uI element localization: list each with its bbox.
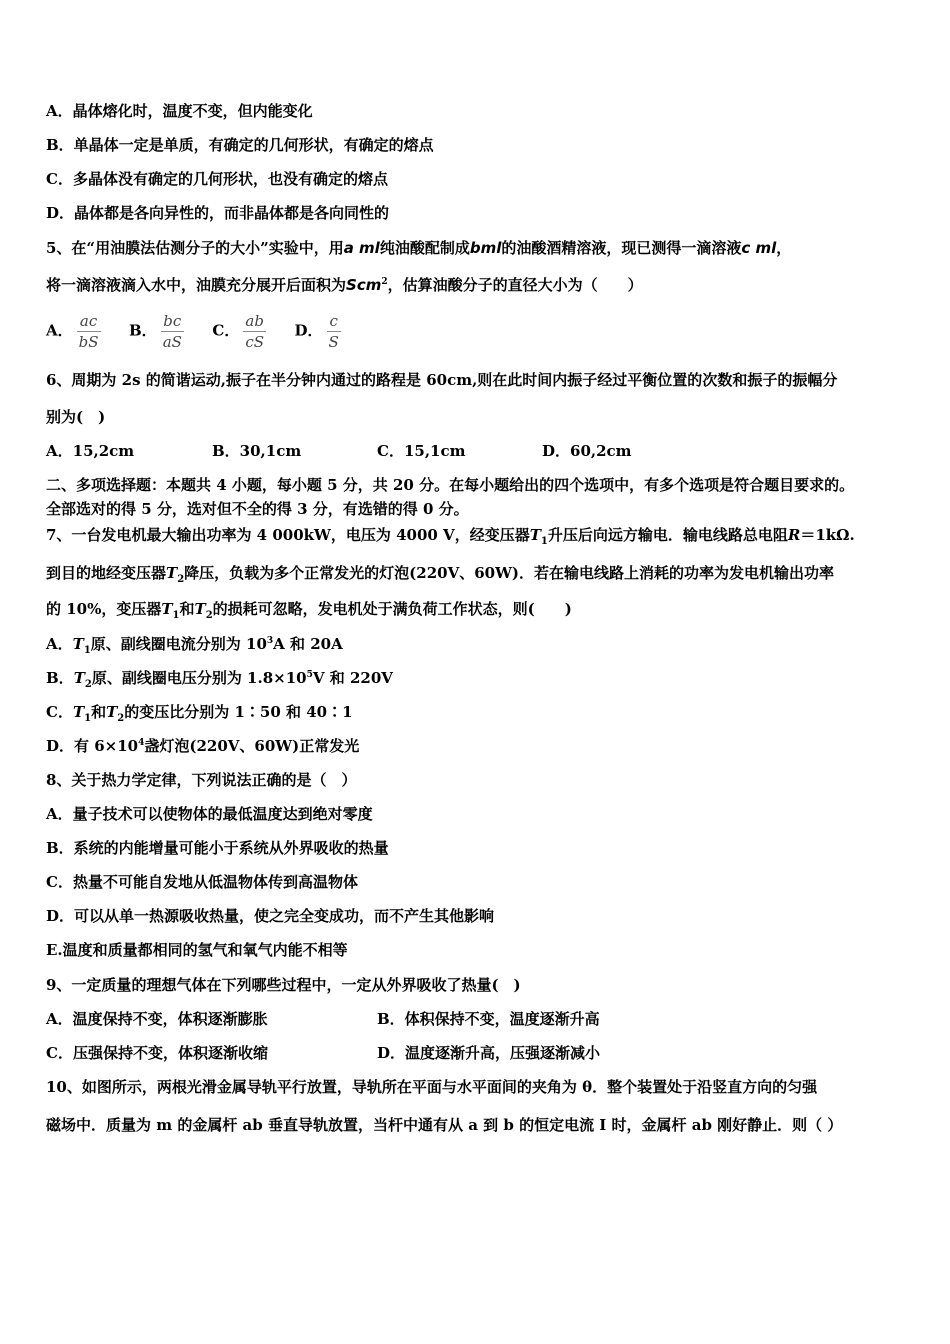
q7-text: 的 10%，变压器 [46, 600, 162, 618]
q7-option-b [46, 668, 393, 688]
sub-2: 2 [117, 713, 125, 724]
var-t: T [72, 703, 85, 721]
q9-option-b: B．体积保持不变，温度逐渐升高 [377, 1010, 600, 1028]
q5-option-a-fraction [77, 311, 101, 352]
q5-options [46, 311, 345, 352]
q5-text: 的油酸酒精溶液，现已测得一滴溶液 [501, 239, 742, 257]
q8-stem: 8、关于热力学定律，下列说法正确的是（ ） [46, 771, 357, 789]
q10-stem-line-2: 磁场中．质量为 m 的金属杆 ab 垂直导轨放置，当杆中通有从 a 到 b 的恒定电流 I 时，金属杆 ab 刚好静止．则（ ） [46, 1116, 843, 1134]
sup-exp: 4 [138, 738, 145, 748]
q7-text: 和 [91, 703, 107, 721]
q7-text: A 和 20A [273, 635, 343, 653]
sup-exp: 5 [306, 670, 313, 680]
var-t: T [161, 600, 173, 618]
q7-text: ＝1kΩ. [800, 526, 855, 544]
q9-option-a: A．温度保持不变，体积逐渐膨胀 [46, 1010, 268, 1028]
q6-stem-line-2: 别为( ) [46, 408, 106, 426]
var-t: T [194, 600, 206, 618]
frac-num: bc [161, 311, 184, 332]
sub-1: 1 [172, 610, 180, 621]
q6-option-b: B．30,1cm [212, 442, 302, 460]
q5-stem-line-2 [46, 275, 643, 295]
q5-text: 5、在“用油膜法估测分子的大小”实验中，用 [46, 239, 344, 257]
q7-text: 原、副线圈电流分别为 10 [90, 635, 267, 653]
q5-s-cm: Scm [346, 276, 382, 294]
q5-option-b-fraction [161, 311, 184, 352]
q9-option-c: C．压强保持不变，体积逐渐收缩 [46, 1044, 268, 1062]
frac-num: c [327, 311, 341, 332]
q9-option-d: D．温度逐渐升高，压强逐渐减小 [377, 1044, 601, 1062]
q7-text: 的变压比分别为 1∶50 和 40∶1 [124, 703, 353, 721]
q7-text: 原、副线圈电压分别为 1.8×10 [91, 669, 307, 687]
q5-a-ml: a ml [343, 239, 380, 257]
var-t: T [73, 669, 85, 687]
q6-option-a: A．15,2cm [46, 442, 135, 460]
frac-num: ab [243, 311, 266, 332]
q7-option-c [46, 702, 353, 722]
q7-option-label: C． [46, 703, 73, 721]
q7-option-d [46, 736, 359, 756]
q5-option-a-label: A． [46, 321, 73, 340]
q5-c-ml: c ml [741, 239, 777, 257]
q8-option-d: D．可以从单一热源吸收热量，使之完全变成功，而不产生其他影响 [46, 907, 495, 925]
q7-stem-line-3 [46, 599, 572, 619]
sub-1: 1 [84, 713, 92, 724]
q7-text: V 和 220V [312, 669, 393, 687]
frac-den: bS [78, 333, 99, 351]
q7-option-a [46, 634, 343, 654]
q7-option-label: A． [46, 635, 73, 653]
q8-option-b: B．系统的内能增量可能小于系统从外界吸收的热量 [46, 839, 389, 857]
sub-2: 2 [84, 679, 92, 690]
q4-option-d: D．晶体都是各向异性的，而非晶体都是各向同性的 [46, 204, 390, 222]
q5-option-c-fraction [243, 311, 266, 352]
q8-option-c: C．热量不可能自发地从低温物体传到高温物体 [46, 873, 358, 891]
q7-text: 降压，负载为多个正常发光的灯泡(220V、60W)．若在输电线路上消耗的功率为发电机输出功率 [184, 564, 835, 582]
frac-num: ac [77, 311, 101, 332]
q7-text: 升压后向远方输电．输电线路总电阻 [547, 526, 788, 544]
q4-option-a: A．晶体熔化时，温度不变，但内能变化 [46, 102, 313, 120]
frac-den: cS [245, 333, 265, 351]
q9-stem: 9、一定质量的理想气体在下列哪些过程中，一定从外界吸收了热量( ) [46, 976, 521, 994]
q8-option-e: E.温度和质量都相同的氢气和氧气内能不相等 [46, 941, 348, 959]
q7-text: 的损耗可忽略，发电机处于满负荷工作状态，则( ) [212, 600, 572, 618]
sub-2: 2 [177, 574, 185, 585]
sup-exp: 3 [266, 636, 274, 646]
sub-2: 2 [205, 610, 213, 621]
frac-den: S [328, 333, 339, 351]
q5-text: 纯油酸配制成 [379, 239, 470, 257]
q5-text: ， [776, 239, 792, 257]
q5-text: 将一滴溶液滴入水中，油膜充分展开后面积为 [46, 276, 347, 294]
var-t: T [529, 526, 541, 544]
var-t: T [72, 635, 84, 653]
q5-option-c-label: C． [212, 321, 240, 340]
q5-option-b-label: B． [129, 321, 157, 340]
q7-stem-line-1 [46, 525, 855, 545]
var-t: T [106, 703, 118, 721]
var-r: R [787, 526, 801, 544]
frac-den: aS [162, 333, 182, 351]
q6-option-d: D．60,2cm [542, 442, 632, 460]
q7-text: D．有 6×10 [46, 737, 139, 755]
sub-1: 1 [540, 536, 548, 547]
q6-option-c: C．15,1cm [377, 442, 466, 460]
sub-1: 1 [83, 645, 91, 656]
q5-text: ，估算油酸分子的直径大小为（ ） [387, 276, 643, 294]
q7-text: 到目的地经变压器 [46, 564, 167, 582]
var-t: T [166, 564, 178, 582]
q4-option-c: C．多晶体没有确定的几何形状，也没有确定的熔点 [46, 170, 388, 188]
section-2-heading: 二、多项选择题：本题共 4 小题，每小题 5 分，共 20 分。在每小题给出的四个选项中，有多个选项是符合题目要求的。 [46, 476, 855, 494]
q5-option-d-label: D． [294, 321, 323, 340]
q10-stem-line-1: 10、如图所示，两根光滑金属导轨平行放置，导轨所在平面与水平面间的夹角为 θ．整个装置处于沿竖直方向的匀强 [46, 1078, 818, 1096]
q5-option-d-fraction [327, 311, 341, 352]
q5-stem-line-1 [46, 238, 791, 258]
q7-option-label: B． [46, 669, 74, 687]
q7-text: 盏灯泡(220V、60W)正常发光 [144, 737, 360, 755]
q6-stem-line-1: 6、周期为 2s 的简谐运动,振子在半分钟内通过的路程是 60cm,则在此时间内振子经过平衡位置的次数和振子的振幅分 [46, 371, 838, 389]
q5-b-ml: bml [469, 239, 502, 257]
section-2-scoring: 全部选对的得 5 分，选对但不全的得 3 分，有选错的得 0 分。 [46, 500, 469, 518]
q7-text: 和 [179, 600, 195, 618]
q8-option-a: A．量子技术可以使物体的最低温度达到绝对零度 [46, 805, 373, 823]
q7-text: 7、一台发电机最大输出功率为 4 000kW，电压为 4000 V，经变压器 [46, 526, 530, 544]
q5-s-sup: 2 [381, 277, 388, 287]
q7-stem-line-2 [46, 563, 834, 583]
q4-option-b: B．单晶体一定是单质，有确定的几何形状，有确定的熔点 [46, 136, 434, 154]
